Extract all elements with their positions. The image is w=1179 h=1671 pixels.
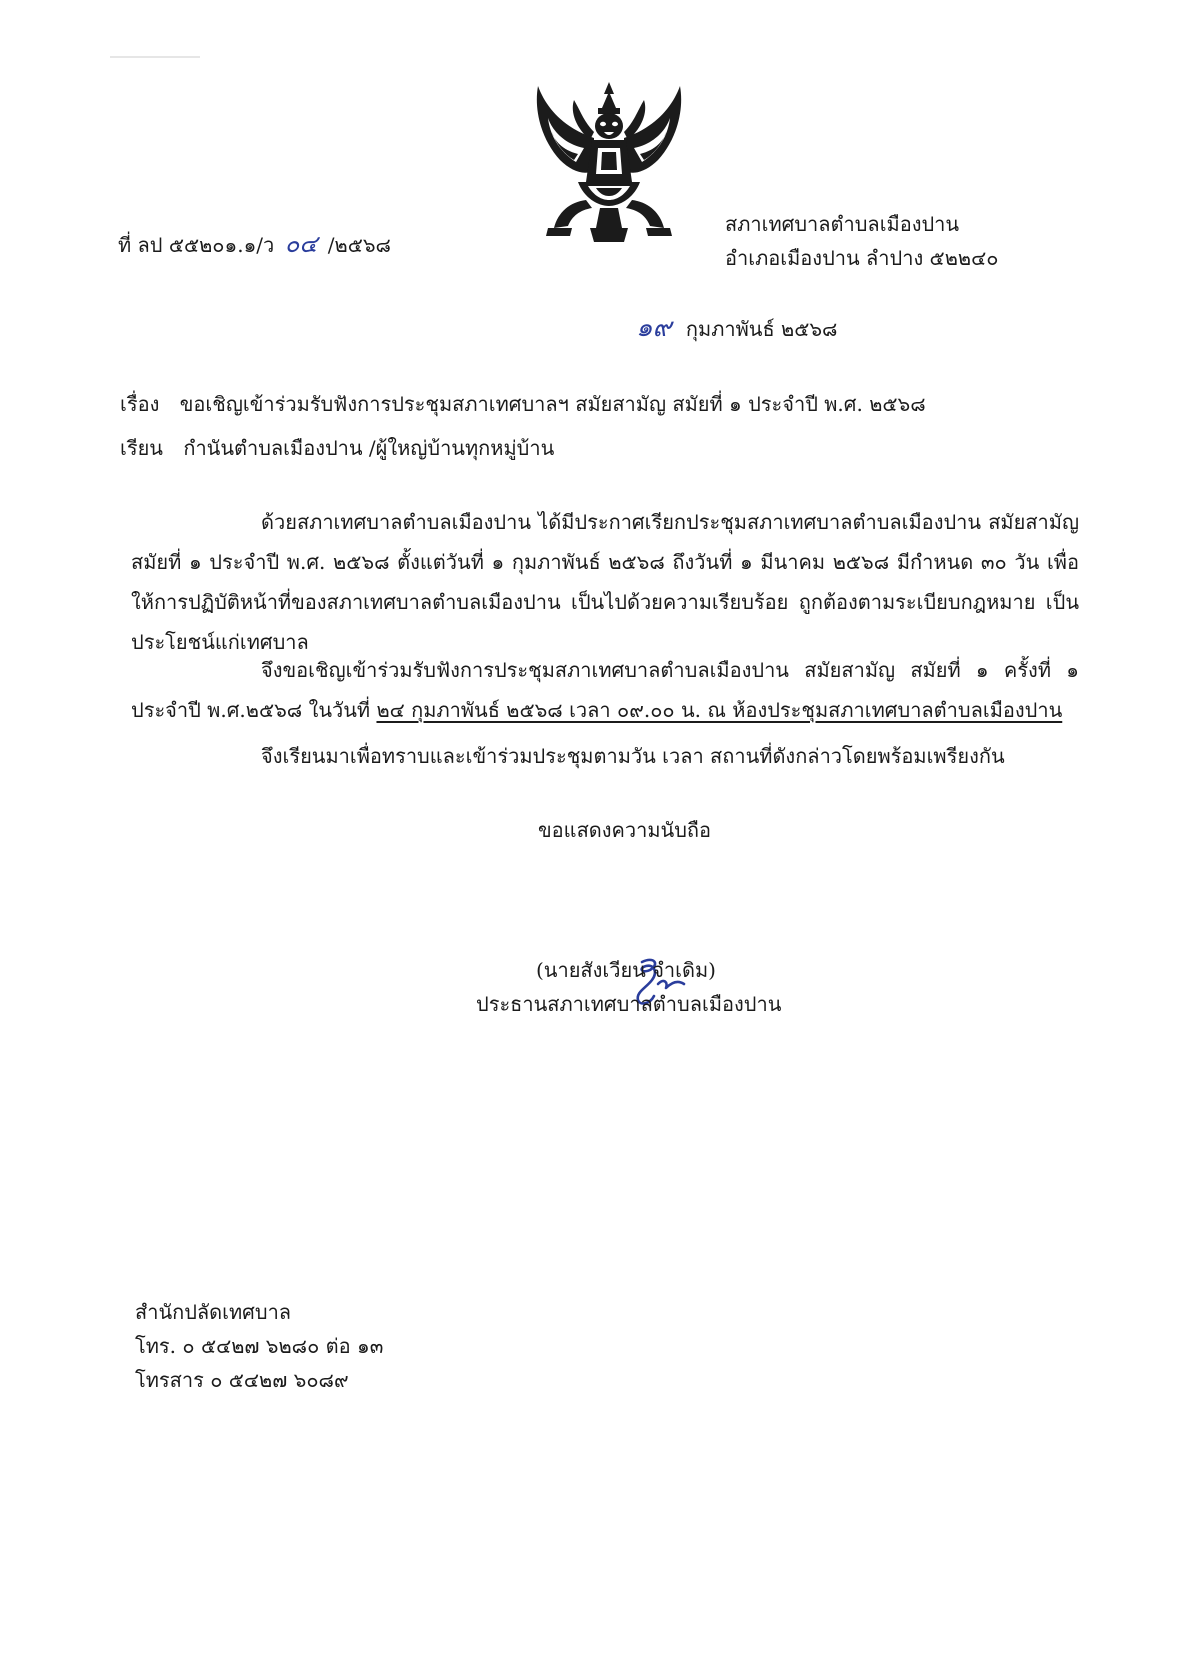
- date-month-year: กุมภาพันธ์ ๒๕๖๘: [685, 317, 838, 341]
- sender-line-1: สภาเทศบาลตำบลเมืองปาน: [725, 212, 960, 236]
- scan-artifact: [110, 56, 200, 58]
- body-paragraph-2: [131, 650, 1079, 730]
- subject-label: เรื่อง: [120, 392, 160, 416]
- closing-salutation: ขอแสดงความนับถือ: [538, 818, 712, 842]
- signer-name: (นายสังเวียน จำเดิม): [536, 958, 716, 982]
- footer-office: สำนักปลัดเทศบาล: [135, 1300, 292, 1324]
- document-number: [118, 232, 391, 257]
- signer-title: ประธานสภาเทศบาลตำบลเมืองปาน: [476, 992, 782, 1016]
- subject-line: [120, 392, 926, 416]
- document-date: [636, 313, 838, 343]
- document-number-suffix: /๒๕๖๘: [327, 233, 391, 257]
- subject-text: ขอเชิญเข้าร่วมรับฟังการประชุมสภาเทศบาลฯ สมัยสามัญ สมัยที่ ๑ ประจำปี พ.ศ. ๒๕๖๘: [179, 392, 926, 416]
- body-paragraph-3: จึงเรียนมาเพื่อทราบและเข้าร่วมประชุมตามวัน เวลา สถานที่ดังกล่าวโดยพร้อมเพรียงกัน: [261, 744, 1005, 768]
- recipient-line: [120, 436, 554, 460]
- sender-line-2: อำเภอเมืองปาน ลำปาง ๕๒๒๔๐: [725, 246, 999, 270]
- body-paragraph-2-text: จึงขอเชิญเข้าร่วมรับฟังการประชุมสภาเทศบาลตำบลเมืองปาน สมัยสามัญ สมัยที่ ๑ ครั้งที่ ๑ ประจำปี พ.ศ.๒๕๖๘ ในวันที่: [131, 658, 1079, 722]
- document-number-handwritten: ๐๔: [284, 230, 318, 258]
- body-paragraph-1: ด้วยสภาเทศบาลตำบลเมืองปาน ได้มีประกาศเรียกประชุมสภาเทศบาลตำบลเมืองปาน สมัยสามัญ สมัยที่ ๑ ประจำปี พ.ศ. ๒๕๖๘ ตั้งแต่วันที่ ๑ กุมภาพันธ์ ๒๕๖๘ ถึงวันที่ ๑ มีนาคม ๒๕๖๘ มีกำหนด ๓๐ วัน เพื่อให้การปฏิบัติหน้าที่ของสภาเทศบาลตำบลเมืองปาน เป็นไปด้วยความเรียบร้อย ถูกต้องตามระเบียบกฎหมาย เป็นประโยชน์แก่เทศบาล: [131, 510, 1079, 654]
- footer-telephone: โทร. ๐ ๕๔๒๗ ๖๒๘๐ ต่อ ๑๓: [135, 1334, 384, 1358]
- recipient-label: เรียน: [120, 436, 163, 460]
- meeting-date-location: ๒๔ กุมภาพันธ์ ๒๕๖๘ เวลา ๐๙.๐๐ น. ณ ห้องประชุมสภาเทศบาลตำบลเมืองปาน: [376, 698, 1063, 722]
- garuda-emblem-icon: [524, 78, 694, 246]
- recipient-text: กำนันตำบลเมืองปาน /ผู้ใหญ่บ้านทุกหมู่บ้าน: [183, 436, 555, 460]
- footer-fax: โทรสาร ๐ ๕๔๒๗ ๖๐๘๙: [135, 1368, 349, 1392]
- document-number-prefix: ที่ ลป ๕๕๒๐๑.๑/ว: [118, 233, 275, 257]
- date-day-handwritten: ๑๙: [636, 313, 672, 343]
